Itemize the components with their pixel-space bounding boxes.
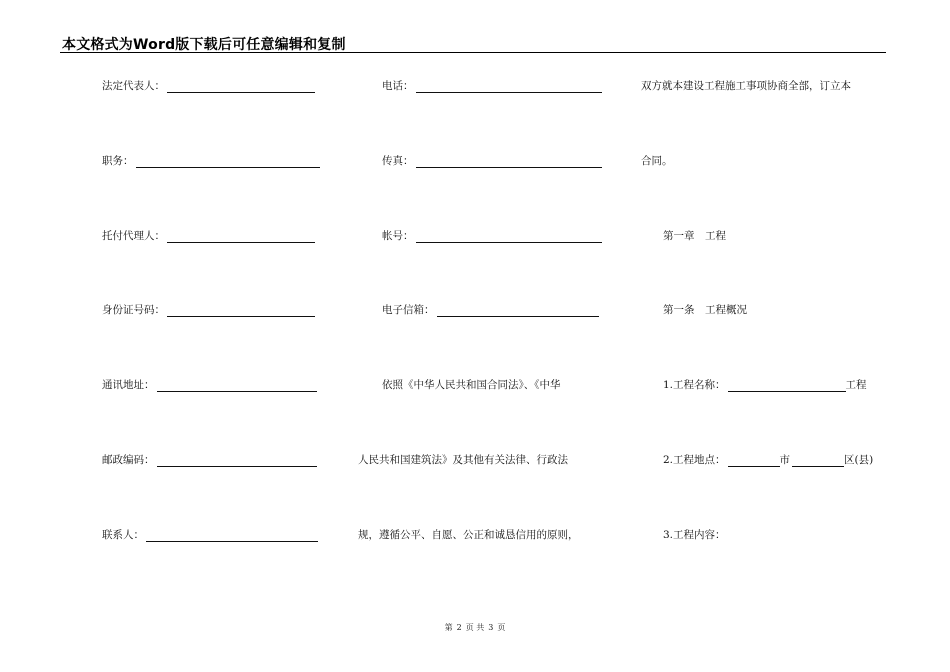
item-label: 3.工程内容： [663,529,726,541]
fill-blank[interactable] [136,157,320,168]
item-suffix: 区(县) [844,454,874,466]
field-fax [382,154,602,168]
field-label: 通讯地址： [102,379,155,391]
fill-blank-city[interactable] [728,456,780,467]
fill-blank[interactable] [146,531,318,542]
header-rule [60,52,886,53]
page-footer [0,622,950,633]
fill-blank[interactable] [416,232,602,243]
paragraph-line: 人民共和国建筑法》及其他有关法律、行政法 [358,454,568,466]
footer-prefix: 第 [444,623,453,632]
project-location-item [663,453,873,467]
fill-blank[interactable] [416,82,602,93]
fill-blank[interactable] [167,306,315,317]
field-id-number [102,303,315,317]
paragraph-line: 依照《中华人民共和国合同法》、《中华 [382,379,561,391]
chapter-heading: 第一章 工程 [663,230,726,242]
fill-blank[interactable] [728,381,846,392]
footer-total-pages: 3 [488,623,494,632]
field-label: 职务： [102,155,134,167]
item-suffix: 工程 [845,379,867,391]
fill-blank[interactable] [157,456,317,467]
field-label: 电话： [382,80,414,92]
fill-blank[interactable] [167,82,315,93]
fill-blank-district[interactable] [792,456,844,467]
field-legal-representative [102,79,315,93]
footer-page-number: 2 [456,623,462,632]
field-contact-person [102,528,318,542]
intro-line: 合同。 [641,155,673,167]
fill-blank[interactable] [416,157,602,168]
field-mailing-address [102,378,317,392]
paragraph-line: 规，遵循公平、自愿、公正和诚恳信用的原则， [358,529,579,541]
field-label: 托付代理人： [102,230,165,242]
footer-suffix: 页 [497,623,506,632]
field-label: 帐号： [382,230,414,242]
field-label: 法定代表人： [102,80,165,92]
item-label: 2.工程地点： [663,454,726,466]
item-label: 1.工程名称： [663,379,726,391]
intro-line: 双方就本建设工程施工事项协商全部，订立本 [641,80,851,92]
field-label: 电子信箱： [382,304,435,316]
footer-mid: 页 共 [465,623,485,632]
field-email [382,303,599,317]
field-position [102,154,320,168]
field-label: 邮政编码： [102,454,155,466]
article-heading: 第一条 工程概况 [663,304,747,316]
fill-blank[interactable] [157,381,317,392]
field-phone [382,79,602,93]
document-header-title: 本文格式为Word版下载后可任意编辑和复制 [62,37,346,53]
field-postal-code [102,453,317,467]
item-mid: 市 [779,454,791,466]
fill-blank[interactable] [437,306,599,317]
field-authorized-agent [102,229,315,243]
field-label: 身份证号码： [102,304,165,316]
field-label: 传真： [382,155,414,167]
project-name-item [663,378,867,392]
project-content-item [663,528,726,542]
fill-blank[interactable] [167,232,315,243]
field-label: 联系人： [102,529,144,541]
field-account [382,229,602,243]
